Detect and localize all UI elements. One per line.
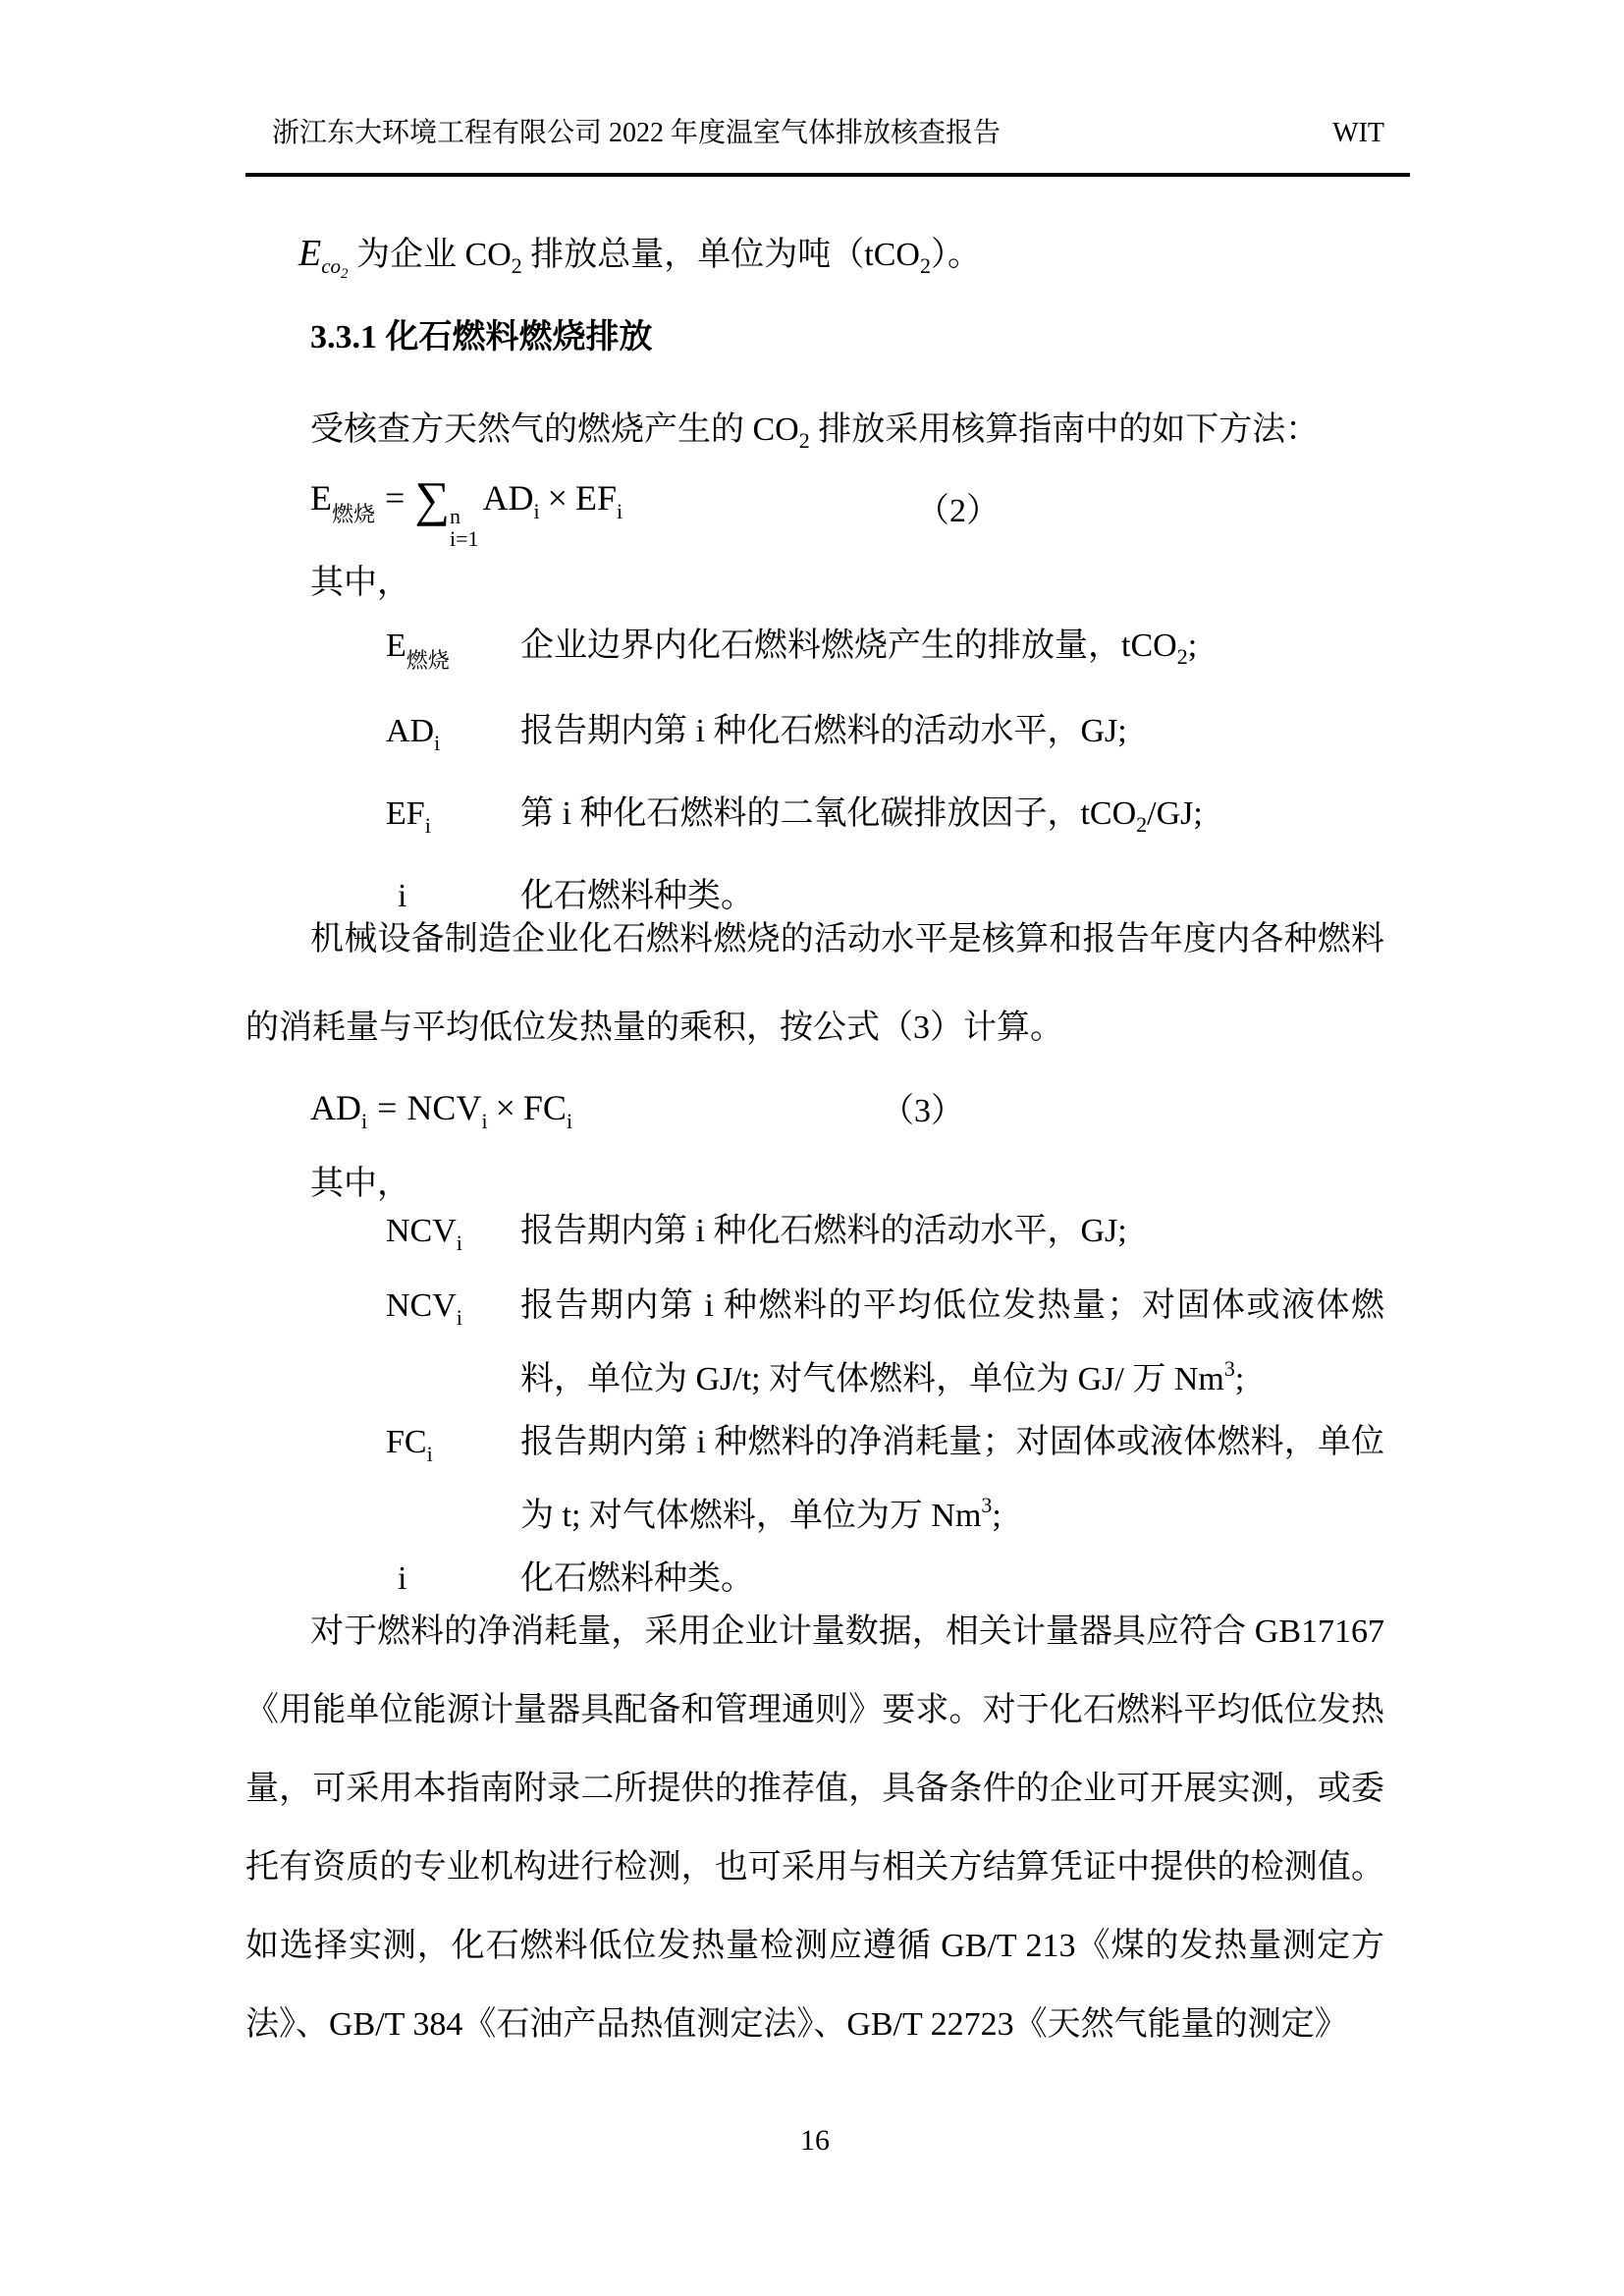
formula-2	[245, 466, 1384, 550]
definition-desc: 报告期内第 i 种化石燃料的活动水平，GJ;	[520, 713, 1127, 749]
definition-list-2	[245, 1200, 1384, 1611]
definition-term: $NCV_i$	[386, 1213, 462, 1255]
definition-desc: 报告期内第 i 种化石燃料的活动水平，GJ;	[520, 1213, 1127, 1249]
formula-2-tag: （2）	[916, 493, 1000, 529]
definition-row	[245, 1200, 1384, 1275]
among-label-1: 其中，	[310, 565, 410, 601]
definition-term: $E_{燃烧}$	[386, 628, 450, 673]
definition-term: $FC_i$	[386, 1424, 433, 1466]
definition-row	[245, 1275, 1384, 1411]
definition-term: $AD_i$	[386, 713, 441, 755]
sigma-symbol: ∑	[414, 471, 450, 526]
section-heading: 3.3.1 化石燃料燃烧排放	[310, 319, 653, 355]
definition-row	[245, 791, 1384, 849]
method-paragraph: 受核查方天然气的燃烧产生的 $CO_2$ 排放采用核算指南中的如下方法：	[310, 411, 1320, 453]
definition-row	[245, 1411, 1384, 1548]
definition-desc: 第 i 种化石燃料的二氧化碳排放因子，tCO$_2$/GJ;	[520, 795, 1203, 837]
header-rule	[245, 173, 1410, 177]
definition-desc: 报告期内第 i 种燃料的平均低位发热量；对固体或液体燃料，单位为 GJ/t; 对气体燃料，单位为 GJ/ 万 Nm$^3$;	[520, 1287, 1384, 1397]
definition-desc: 报告期内第 i 种燃料的净消耗量；对固体或液体燃料，单位为 t; 对气体燃料，单位为万 Nm$^3$;	[520, 1424, 1384, 1534]
formula-3-tag: （3）	[881, 1093, 964, 1129]
page-number: 16	[800, 2124, 830, 2157]
definition-term: i	[398, 878, 407, 914]
among-label-2: 其中，	[310, 1166, 410, 1202]
page-footer	[245, 2121, 1384, 2160]
definition-desc: 化石燃料种类。	[520, 1560, 754, 1597]
formula-3-body: $AD_i = NCV_i \times FC_i$	[310, 1088, 573, 1133]
intro-paragraph: $E_{co_2}$ 为企业 $CO_2$ 排放总量，单位为吨（tCO$_2$）。	[298, 233, 981, 282]
variable-e: E	[298, 233, 322, 274]
closing-paragraph: 对于燃料的净消耗量，采用企业计量数据，相关计量器具应符合 GB17167《用能单位能源计量器具配备和管理通则》要求。对于化石燃料平均低位发热量，可采用本指南附录二所提供的推荐值，具备条件的企业可开展实测，或委托有资质的专业机构进行检测，也可采用与相关方结算凭证中提供的检测值。如选择实测，化石燃料低位发热量检测应遵循 GB/T 213《煤的发热量测定方法》、GB/T 384《石油产品热值测定法》、GB/T 22723《天然气能量的测定》	[245, 1613, 1384, 2043]
definition-row	[245, 708, 1384, 767]
definition-row	[245, 623, 1384, 684]
definition-term: i	[398, 1560, 407, 1597]
header-mark: WIT	[1332, 118, 1384, 148]
formula-3	[245, 1084, 1384, 1145]
mech-paragraph: 机械设备制造企业化石燃料燃烧的活动水平是核算和报告年度内各种燃料的消耗量与平均低位发热量的乘积，按公式（3）计算。	[245, 921, 1384, 1046]
definition-term: $EF_i$	[386, 795, 431, 838]
definition-desc: 化石燃料种类。	[520, 878, 754, 914]
page-header	[245, 114, 1384, 153]
header-title: 浙江东大环境工程有限公司 2022 年度温室气体排放核查报告	[272, 118, 1001, 148]
definition-desc: 企业边界内化石燃料燃烧产生的排放量，tCO$_2$;	[520, 628, 1198, 669]
formula-2-body: $E_{燃烧}$ = ∑ n i=1 $AD_i \times EF_i$	[310, 471, 623, 551]
sum-limits: n i=1	[449, 504, 479, 551]
definition-term: $NCV_i$	[386, 1287, 462, 1330]
